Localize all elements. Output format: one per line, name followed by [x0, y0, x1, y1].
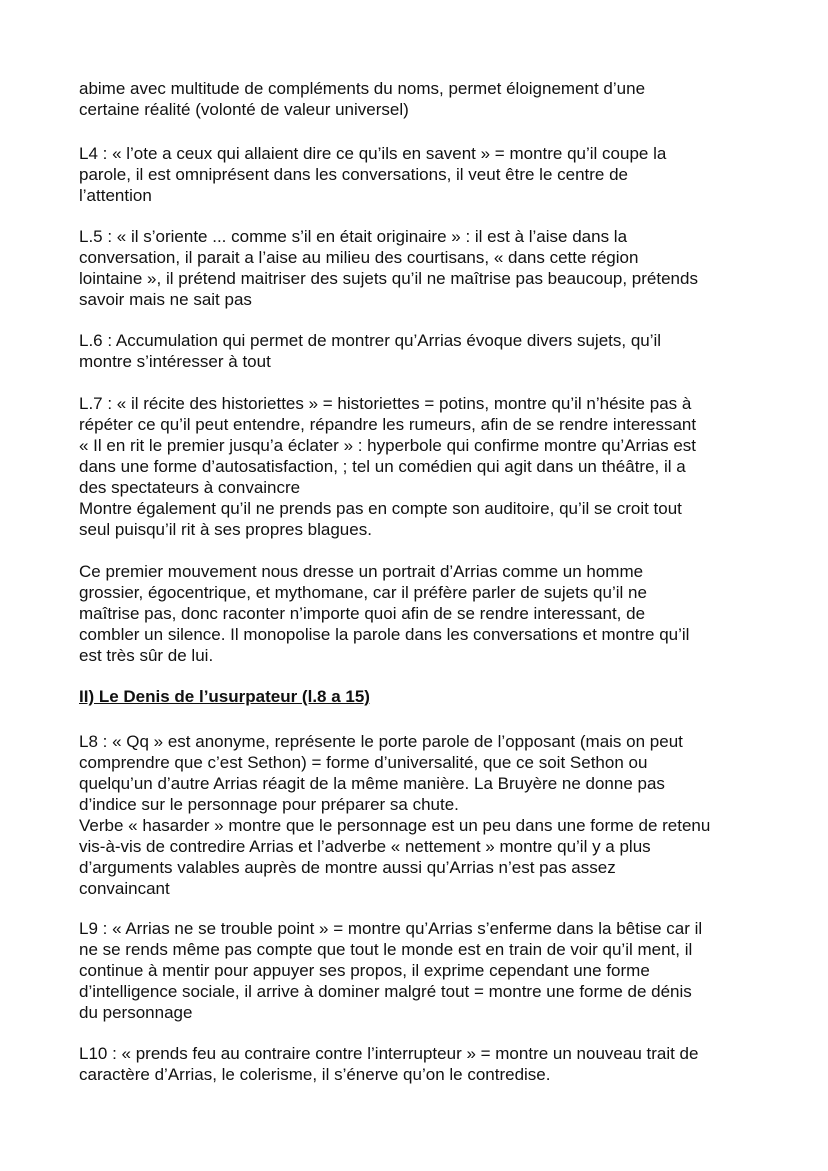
text-line: L.7 : « il récite des historiettes » = historiettes = potins, montre qu’il n’hésite pas à: [79, 394, 692, 413]
text-line: seul puisqu’il rit à ses propres blagues.: [79, 520, 372, 539]
text-line: d’indice sur le personnage pour préparer sa chute.: [79, 795, 459, 814]
paragraph-movement-summary: [79, 561, 759, 666]
text-line: d’arguments valables auprès de montre aussi qu’Arrias n’est pas assez: [79, 858, 616, 877]
text-line: savoir mais ne sait pas: [79, 290, 252, 309]
paragraph-l4: [79, 143, 759, 206]
text-line: parole, il est omniprésent dans les conversations, il veut être le centre de: [79, 165, 629, 184]
text-line: maîtrise pas, donc raconter n’importe quoi afin de se rendre interessant, de: [79, 604, 646, 623]
text-line: répéter ce qu’il peut entendre, répandre les rumeurs, afin de se rendre interessant: [79, 415, 697, 434]
paragraph-l9: [79, 918, 759, 1023]
text-line: ne se rends même pas compte que tout le monde est en train de voir qu’il ment, il: [79, 940, 693, 959]
section-heading: II) Le Denis de l’usurpateur (l.8 a 15): [79, 687, 370, 706]
text-line: lointaine », il prétend maitriser des sujets qu’il ne maîtrise pas beaucoup, prétends: [79, 269, 698, 288]
text-line: L.5 : « il s’oriente ... comme s’il en était originaire » : il est à l’aise dans la: [79, 227, 628, 246]
paragraph-l10: [79, 1043, 759, 1085]
text-line: Ce premier mouvement nous dresse un portrait d’Arrias comme un homme: [79, 562, 644, 581]
text-line: caractère d’Arrias, le colerisme, il s’énerve qu’on le contredise.: [79, 1065, 551, 1084]
text-line: montre s’intéresser à tout: [79, 352, 271, 371]
text-line: L.6 : Accumulation qui permet de montrer qu’Arrias évoque divers sujets, qu’il: [79, 331, 662, 350]
text-line: l’attention: [79, 186, 152, 205]
paragraph-l7: [79, 393, 759, 540]
paragraph-l6: [79, 330, 759, 372]
paragraph-l5: [79, 226, 759, 310]
text-line: conversation, il parait a l’aise au milieu des courtisans, « dans cette région: [79, 248, 639, 267]
text-line: du personnage: [79, 1003, 193, 1022]
text-line: L9 : « Arrias ne se trouble point » = montre qu’Arrias s’enferme dans la bêtise car il: [79, 919, 703, 938]
text-line: « Il en rit le premier jusqu’a éclater » : hyperbole qui confirme montre qu’Arrias est: [79, 436, 697, 455]
text-line: Montre également qu’il ne prends pas en compte son auditoire, qu’il se croit tout: [79, 499, 682, 518]
text-line: continue à mentir pour appuyer ses propos, il exprime cependant une forme: [79, 961, 650, 980]
text-line: quelqu’un d’autre Arrias réagit de la même manière. La Bruyère ne donne pas: [79, 774, 665, 793]
text-line: L10 : « prends feu au contraire contre l’interrupteur » = montre un nouveau trait de: [79, 1044, 699, 1063]
paragraph-l8: [79, 731, 759, 899]
text-line: abime avec multitude de compléments du noms, permet éloignement d’une: [79, 79, 646, 98]
text-line: L8 : « Qq » est anonyme, représente le porte parole de l’opposant (mais on peut: [79, 732, 683, 751]
text-line: convaincant: [79, 879, 170, 898]
text-line: L4 : « l’ote a ceux qui allaient dire ce qu’ils en savent » = montre qu’il coupe la: [79, 144, 667, 163]
text-line: comprendre que c’est Sethon) = forme d’universalité, que ce soit Sethon ou: [79, 753, 648, 772]
text-line: des spectateurs à convaincre: [79, 478, 301, 497]
text-line: d’intelligence sociale, il arrive à dominer malgré tout = montre une forme de dénis: [79, 982, 692, 1001]
text-line: est très sûr de lui.: [79, 646, 214, 665]
text-line: Verbe « hasarder » montre que le personnage est un peu dans une forme de retenu: [79, 816, 711, 835]
text-line: certaine réalité (volonté de valeur universel): [79, 100, 409, 119]
text-line: dans une forme d’autosatisfaction, ; tel un comédien qui agit dans un théâtre, il a: [79, 457, 686, 476]
text-line: vis-à-vis de contredire Arrias et l’adverbe « nettement » montre qu’il y a plus: [79, 837, 651, 856]
text-line: combler un silence. Il monopolise la parole dans les conversations et montre qu’il: [79, 625, 690, 644]
text-line: grossier, égocentrique, et mythomane, car il préfère parler de sujets qu’il ne: [79, 583, 647, 602]
paragraph-intro-continuation: [79, 78, 759, 120]
